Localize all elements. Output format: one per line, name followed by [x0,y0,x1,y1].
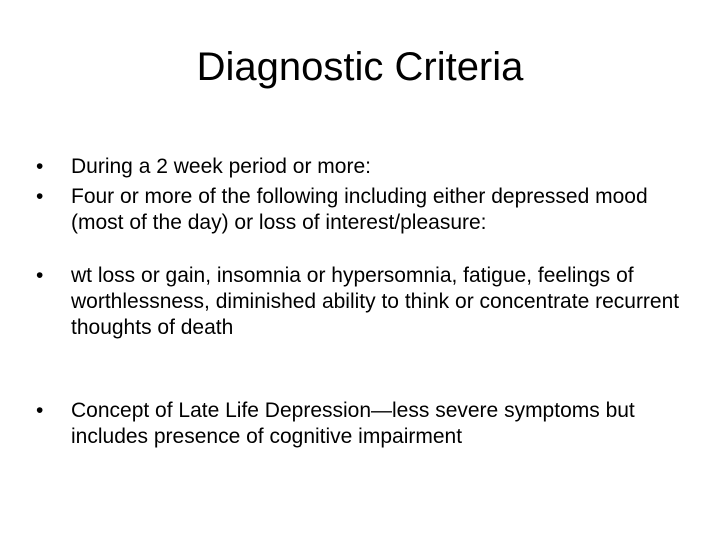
bullet-item [36,154,686,180]
bullet-text: Four or more of the following including either depressed mood (most of the day) or loss of interest/pleasure: [71,185,648,234]
bullet-text: During a 2 week period or more: [71,155,371,178]
bullet-icon: • [36,185,44,208]
bullet-icon: • [36,264,44,287]
bullet-item [36,263,686,341]
slide-title: Diagnostic Criteria [196,45,524,89]
bullet-icon: • [36,399,44,422]
bullet-item [36,398,686,450]
bullet-item [36,184,686,236]
bullet-icon: • [36,155,44,178]
bullet-text: Concept of Late Life Depression—less severe symptoms but includes presence of cognitive impairment [71,399,635,448]
bullet-text: wt loss or gain, insomnia or hypersomnia, fatigue, feelings of worthlessness, diminished ability to think or concentrate recurrent thoughts of death [71,264,680,339]
